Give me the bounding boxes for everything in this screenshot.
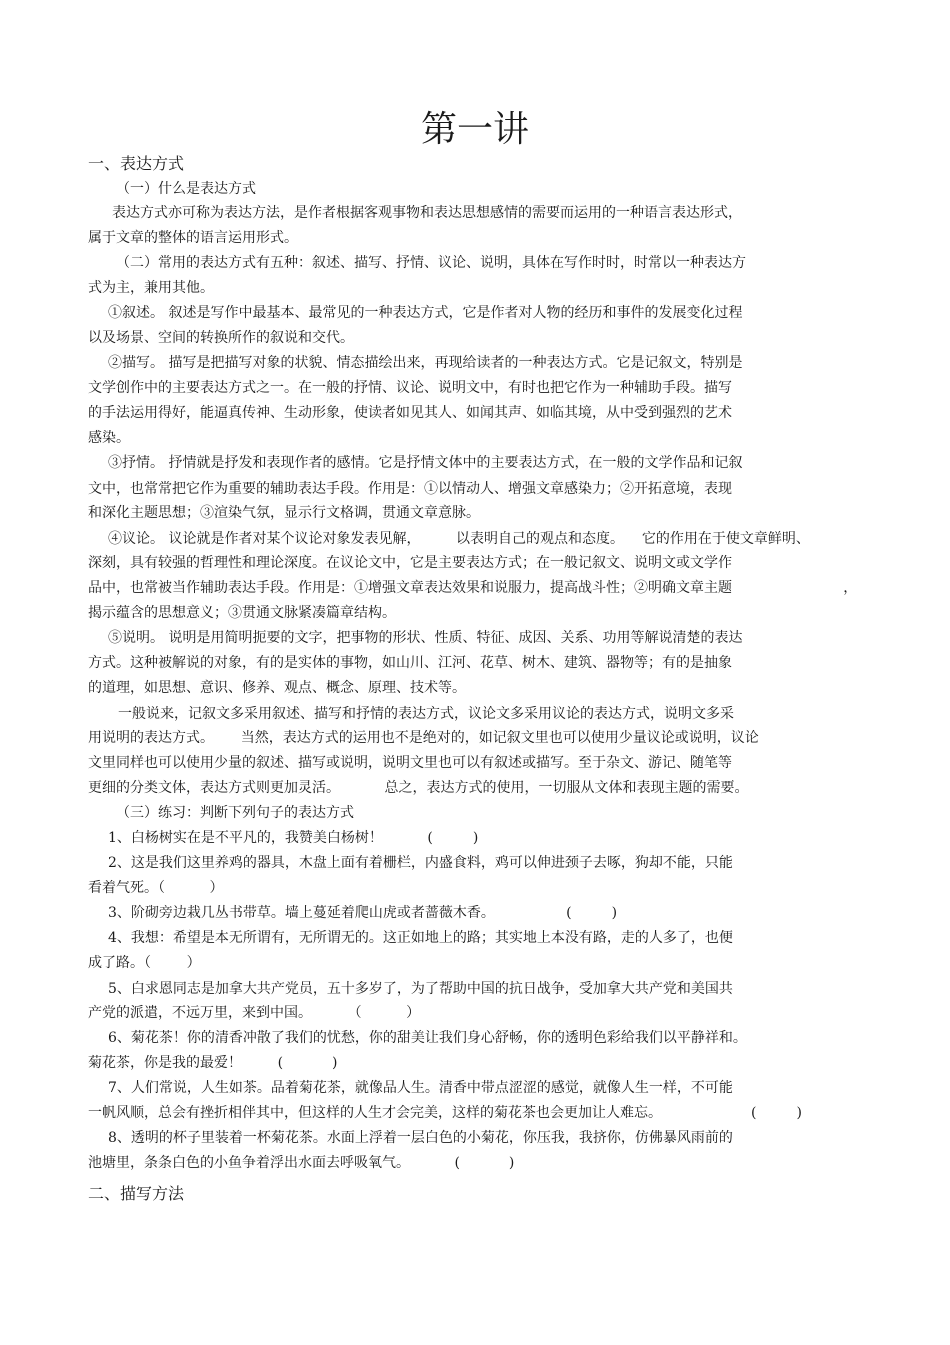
exercise-item: 3、阶砌旁边栽几丛书带草。墙上蔓延着爬山虎或者蔷薇木香。 ( ) — [108, 905, 618, 921]
text-line: （二）常用的表达方式有五种：叙述、描写、抒情、议论、说明，具体在写作时时，时常以一种表达方 — [116, 255, 746, 271]
text-line: 方式。这种被解说的对象，有的是实体的事物，如山川、江河、花草、树木、建筑、器物等；有的是抽象 — [88, 655, 732, 671]
exercise-item: 7、人们常说，人生如茶。品着菊花茶，就像品人生。清香中带点涩涩的感觉，就像人生一样，不可能 — [108, 1080, 733, 1096]
text-line: ③抒情。 抒情就是抒发和表现作者的感情。它是抒情文体中的主要表达方式，在一般的文学作品和记叙 — [108, 455, 743, 471]
exercise-item: 池塘里，条条白色的小鱼争着浮出水面去呼吸氧气。 ( ) — [88, 1155, 515, 1171]
exercise-item: 1、白杨树实在是不平凡的，我赞美白杨树！ ( ) — [108, 830, 479, 846]
text-line: 揭示蕴含的思想意义；③贯通文脉紧凑篇章结构。 — [88, 605, 396, 621]
text-line: 表达方式亦可称为表达方法，是作者根据客观事物和表达思想感情的需要而运用的一种语言表达形式， — [112, 205, 742, 221]
text-line: 用说明的表达方式。 当然，表达方式的运用也不是绝对的，如记叙文里也可以使用少量议论或说明，议论 — [88, 730, 759, 746]
exercise-item: 看着气死。（ ） — [88, 880, 224, 896]
page-title: 第一讲 — [420, 109, 529, 150]
exercise-item: 8、透明的杯子里装着一杯菊花茶。水面上浮着一层白色的小菊花，你压我，我挤你，仿佛暴风雨前的 — [108, 1130, 733, 1146]
text-line: 的道理，如思想、意识、修养、观点、概念、原理、技术等。 — [88, 680, 466, 696]
exercise-item: 2、这是我们这里养鸡的器具，木盘上面有着栅栏，内盛食料，鸡可以伸进颈子去啄，狗却不能，只能 — [108, 855, 733, 871]
text-line: 深刻，具有较强的哲理性和理论深度。在议论文中，它是主要表达方式；在一般记叙文、说明文或文学作 — [88, 555, 732, 571]
text-line: 文中，也常常把它作为重要的辅助表达手段。作用是：①以情动人、增强文章感染力；②开拓意境，表现 — [88, 481, 732, 497]
text-line: 品中，也常被当作辅助表达手段。作用是：①增强文章表达效果和说服力，提高战斗性；②明确文章主题 ， — [88, 580, 858, 596]
text-line: ①叙述。 叙述是写作中最基本、最常见的一种表达方式，它是作者对人物的经历和事件的发展变化过程 — [108, 305, 743, 321]
text-line: 文里同样也可以使用少量的叙述、描写或说明，说明文里也可以有叙述或描写。至于杂文、游记、随笔等 — [88, 755, 732, 771]
text-line: ⑤说明。 说明是用简明扼要的文字，把事物的形状、性质、特征、成因、关系、功用等解说清楚的表达 — [108, 630, 743, 646]
exercise-item: 产党的派遣，不远万里，来到中国。 （ ） — [88, 1005, 421, 1021]
text-line: ④议论。 议论就是作者对某个议论对象发表见解， 以表明自己的观点和态度。 它的作用在于使文章鲜明、 — [108, 531, 810, 547]
text-line: 和深化主题思想；③渲染气氛，显示行文格调，贯通文章意脉。 — [88, 505, 480, 521]
exercise-item: 5、白求恩同志是加拿大共产党员，五十多岁了，为了帮助中国的抗日战争，受加拿大共产党和美国共 — [108, 981, 733, 997]
text-line: 感染。 — [88, 430, 130, 446]
text-line: （一）什么是表达方式 — [116, 181, 256, 197]
text-line: 的手法运用得好，能逼真传神、生动形象，使读者如见其人、如闻其声、如临其境，从中受到强烈的艺术 — [88, 405, 732, 421]
text-line: 一般说来，记叙文多采用叙述、描写和抒情的表达方式，议论文多采用议论的表达方式，说明文多采 — [118, 706, 734, 722]
exercise-item: 一帆风顺，总会有挫折相伴其中，但这样的人生才会完美，这样的菊花茶也会更加让人难忘。 ( ) — [88, 1105, 802, 1121]
exercise-item: 菊花茶，你是我的最爱！ ( ) — [88, 1055, 338, 1071]
exercise-item: 6、菊花茶！你的清香冲散了我们的忧愁，你的甜美让我们身心舒畅，你的透明色彩给我们以平静祥和。 — [108, 1030, 747, 1046]
section-heading-description: 二、描写方法 — [88, 1184, 185, 1203]
section-heading-expression: 一、表达方式 — [88, 154, 185, 173]
exercise-item: 成了路。（ ） — [88, 955, 201, 971]
text-line: 式为主，兼用其他。 — [88, 280, 214, 296]
text-line: （三）练习：判断下列句子的表达方式 — [116, 805, 354, 821]
text-line: 更细的分类文体，表达方式则更加灵活。 总之，表达方式的使用，一切服从文体和表现主题的需要。 — [88, 780, 749, 796]
text-line: ②描写。 描写是把描写对象的状貌、情态描绘出来，再现给读者的一种表达方式。它是记叙文，特别是 — [108, 355, 743, 371]
exercise-item: 4、我想：希望是本无所谓有，无所谓无的。这正如地上的路；其实地上本没有路，走的人多了，也便 — [108, 930, 733, 946]
text-line: 以及场景、空间的转换所作的叙说和交代。 — [88, 330, 354, 346]
text-line: 文学创作中的主要表达方式之一。在一般的抒情、议论、说明文中，有时也把它作为一种辅助手段。描写 — [88, 380, 732, 396]
text-line: 属于文章的整体的语言运用形式。 — [88, 230, 298, 246]
